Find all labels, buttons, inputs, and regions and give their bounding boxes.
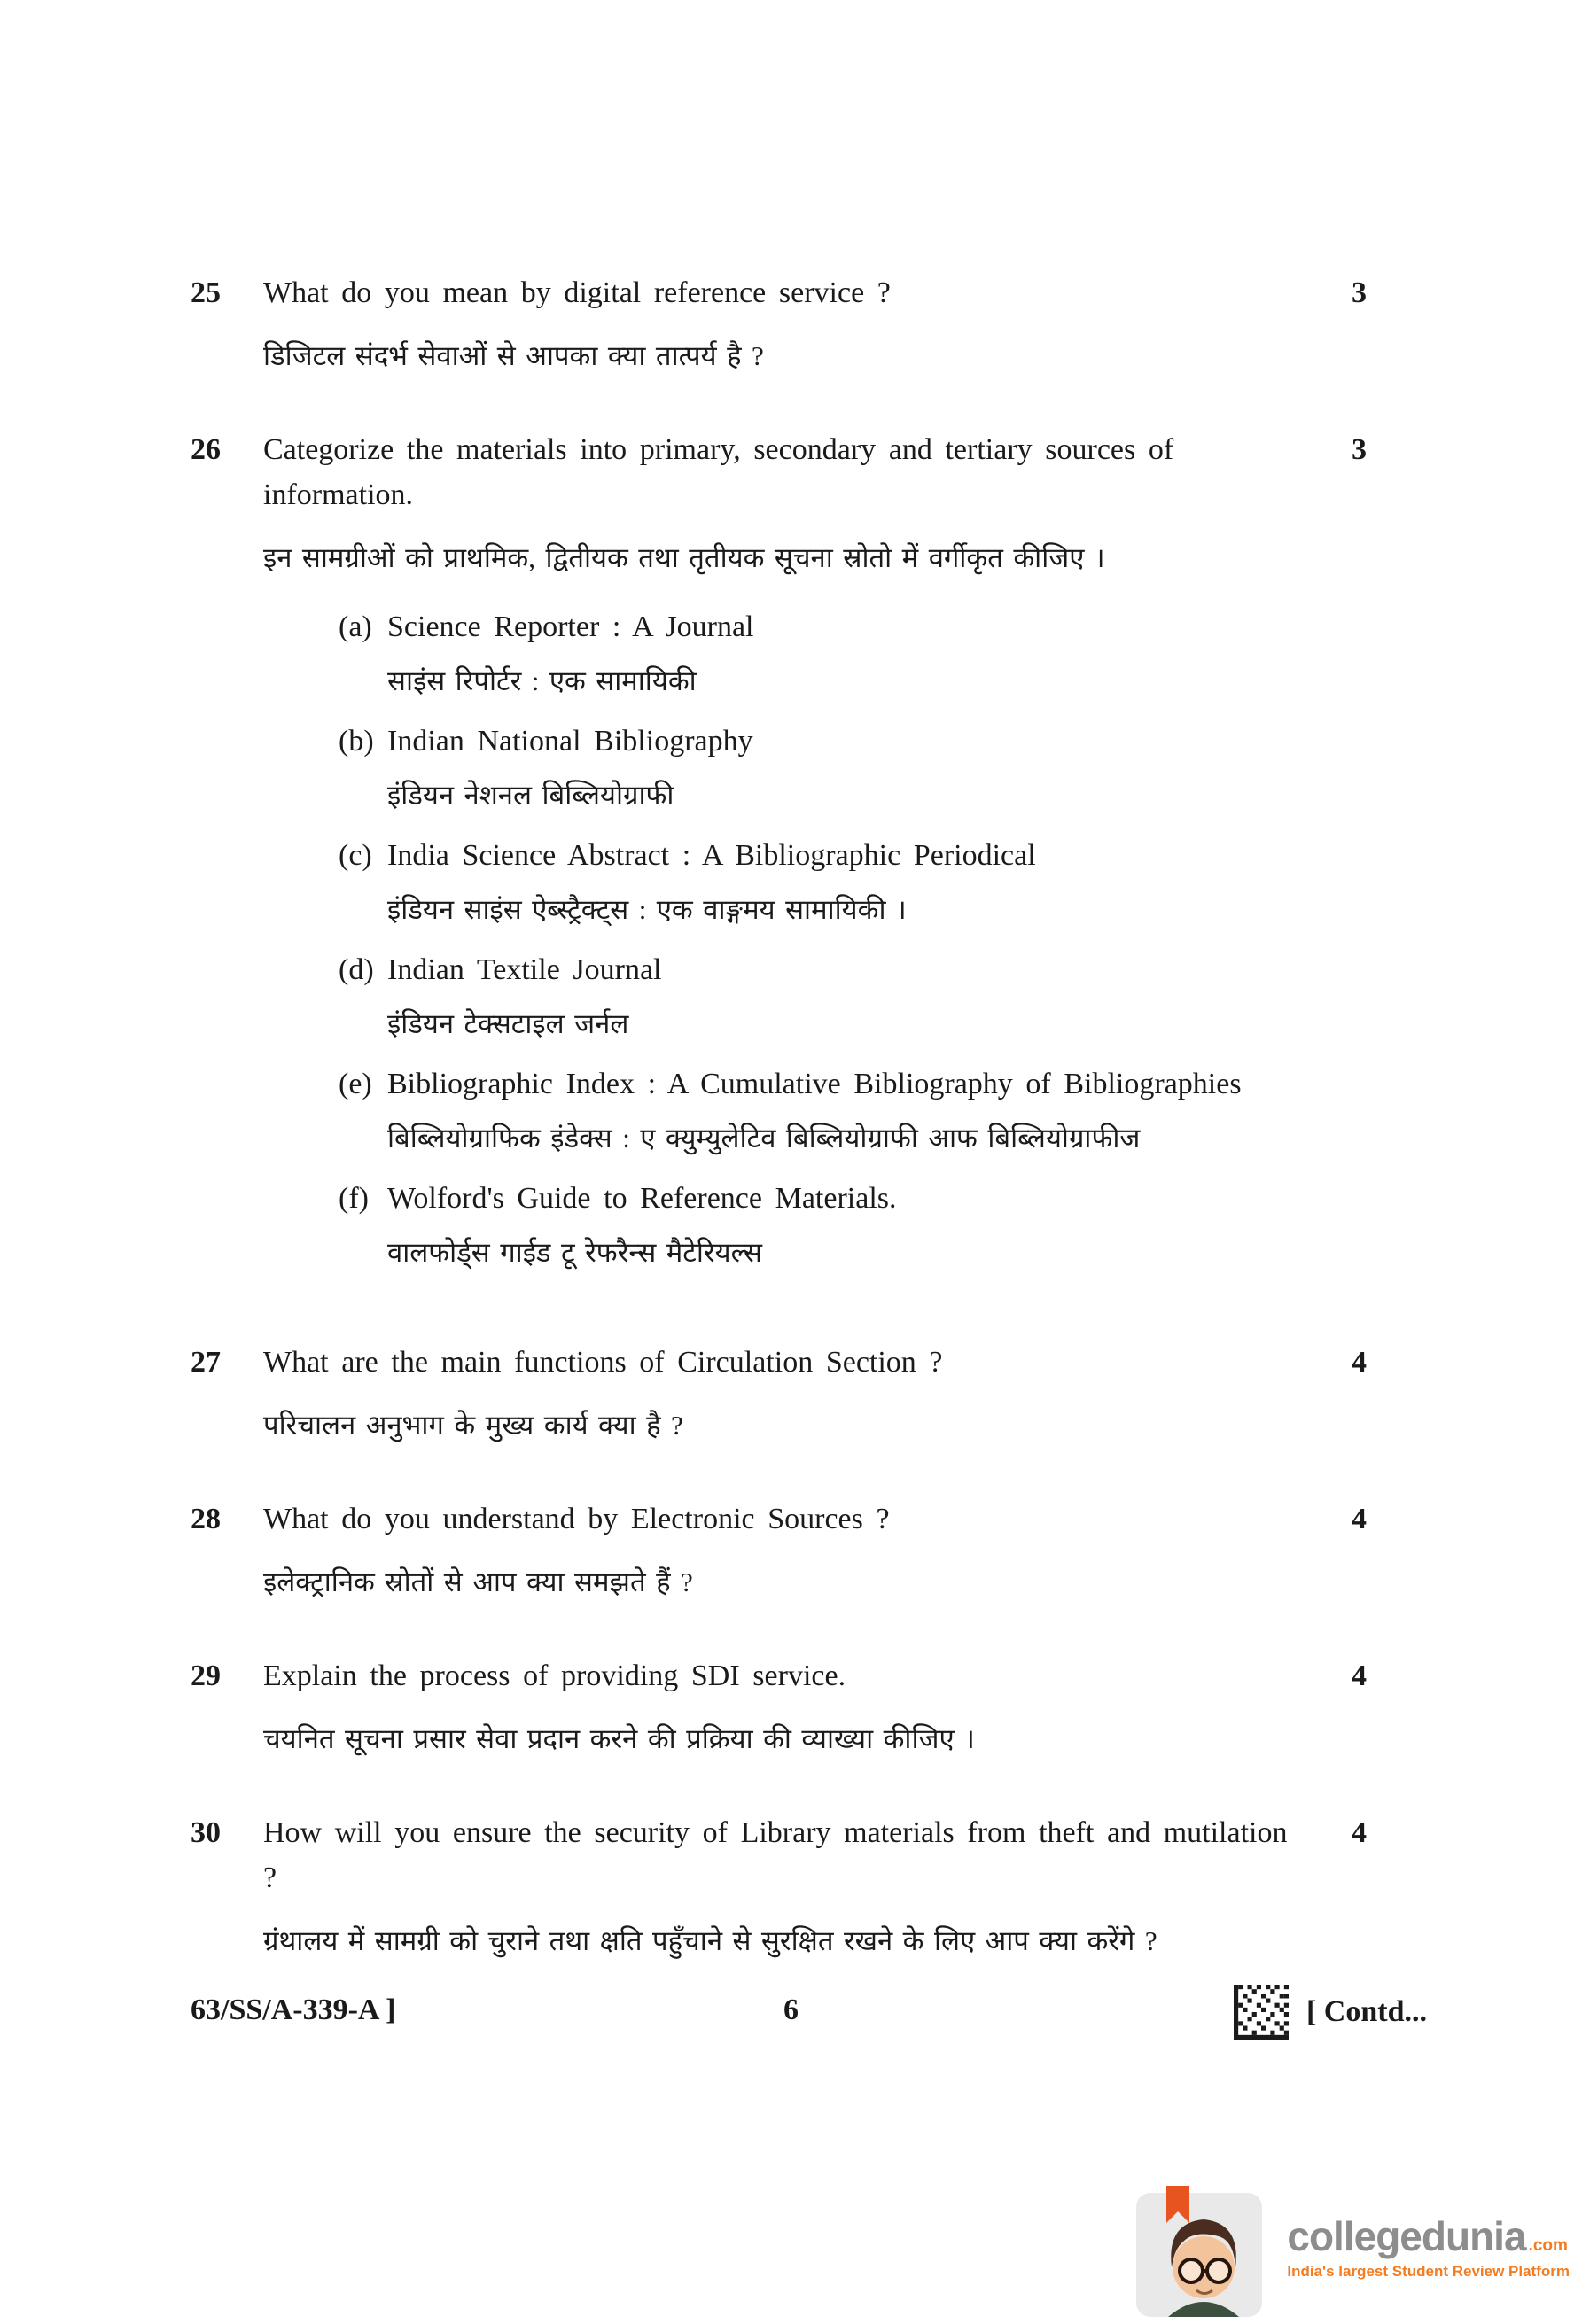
subitem-text-hindi: वालफोर्ड्स गाईड टू रेफरैन्स मैटेरियल्स: [387, 1237, 762, 1268]
question-text-english: What do you mean by digital reference service ?: [263, 276, 891, 309]
subitem-label: (a): [339, 610, 372, 643]
question-marks: 3: [1352, 276, 1367, 309]
question-number: 28: [191, 1503, 221, 1535]
question-number: 27: [191, 1346, 221, 1379]
subitem-label: (e): [339, 1068, 372, 1100]
question-text-english: What do you understand by Electronic Sources ?: [263, 1503, 890, 1535]
question-subitems: [263, 604, 1296, 1274]
brand-domain: .com: [1528, 2235, 1568, 2255]
question-text-hindi: परिचालन अनुभाग के मुख्य कार्य क्या है ?: [263, 1410, 683, 1441]
student-mascot-icon: [1134, 2186, 1267, 2319]
question-number: 29: [191, 1659, 221, 1692]
subitem-text-hindi: बिब्लियोग्राफिक इंडेक्स : ए क्युम्युलेटिव बिब्लियोग्राफी आफ बिब्लियोग्राफीज: [387, 1123, 1141, 1154]
question-text-english: Explain the process of providing SDI service.: [263, 1659, 846, 1692]
subitem-f: [263, 1176, 1296, 1274]
subitem-e: [263, 1061, 1296, 1160]
contd-label: [ Contd...: [1305, 1995, 1427, 2028]
questions-list: [191, 270, 1427, 2012]
question-27: [191, 1340, 1427, 1447]
collegedunia-watermark: [1134, 2186, 1570, 2319]
question-marks: 4: [1352, 1659, 1367, 1692]
subitem-label: (c): [339, 839, 372, 872]
subitem-c: [263, 833, 1296, 931]
subitem-text-english: Wolford's Guide to Reference Materials.: [387, 1182, 897, 1215]
subitem-text-english: Indian Textile Journal: [387, 953, 662, 986]
question-number: 26: [191, 433, 221, 466]
subitem-text-hindi: इंडियन नेशनल बिब्लियोग्राफी: [387, 780, 674, 811]
subitem-label: (d): [339, 953, 374, 986]
question-number: 25: [191, 276, 221, 309]
subitem-label: (b): [339, 725, 374, 758]
subitem-text-hindi: इंडियन टेक्सटाइल जर्नल: [387, 1008, 629, 1039]
question-text-hindi: इलेक्ट्रानिक स्रोतों से आप क्या समझते हैं ?: [263, 1566, 693, 1597]
question-text-hindi: डिजिटल संदर्भ सेवाओं से आपका क्या तात्पर्य है ?: [263, 340, 764, 371]
question-25: [191, 270, 1427, 377]
question-29: [191, 1653, 1427, 1760]
question-marks: 4: [1352, 1346, 1367, 1379]
subitem-text-hindi: इंडियन साइंस ऐब्स्ट्रैक्ट्स : एक वाङ्गमय सामायिकी ।: [387, 894, 907, 925]
subitem-d: [263, 947, 1296, 1045]
question-marks: 3: [1352, 433, 1367, 466]
page-footer: [0, 1985, 1582, 2048]
subitem-a: [263, 604, 1296, 703]
subitem-label: (f): [339, 1182, 369, 1215]
question-26: [191, 427, 1427, 1290]
question-text-english: How will you ensure the security of Library materials from theft and mutilation ?: [263, 1816, 1288, 1894]
question-text-hindi: ग्रंथालय में सामग्री को चुराने तथा क्षति पहुँचाने से सुरक्षित रखने के लिए आप क्या करेंगे ?: [263, 1925, 1157, 1956]
subitem-text-english: India Science Abstract : A Bibliographic Periodical: [387, 839, 1036, 872]
question-28: [191, 1496, 1427, 1604]
question-marks: 4: [1352, 1816, 1367, 1849]
paper-code: 63/SS/A-339-A ]: [191, 1994, 396, 2026]
subitem-text-hindi: साइंस रिपोर्टर : एक सामायिकी: [387, 665, 697, 696]
subitem-text-english: Bibliographic Index : A Cumulative Bibliography of Bibliographies: [387, 1068, 1242, 1100]
question-text-english: What are the main functions of Circulation Section ?: [263, 1346, 943, 1379]
question-marks: 4: [1352, 1503, 1367, 1535]
question-text-hindi: चयनित सूचना प्रसार सेवा प्रदान करने की प्रक्रिया की व्याख्या कीजिए ।: [263, 1723, 975, 1754]
question-text-hindi: इन सामग्रीओं को प्राथमिक, द्वितीयक तथा तृतीयक सूचना स्रोतो में वर्गीकृत कीजिए ।: [263, 542, 1105, 573]
question-text-english: Categorize the materials into primary, secondary and tertiary sources of information.: [263, 433, 1174, 511]
brand-name: collegedunia: [1287, 2212, 1526, 2259]
subitem-text-english: Indian National Bibliography: [387, 725, 753, 758]
subitem-text-english: Science Reporter : A Journal: [387, 610, 754, 643]
question-number: 30: [191, 1816, 221, 1849]
question-30: [191, 1810, 1427, 1963]
brand-tagline: India's largest Student Review Platform: [1287, 2263, 1570, 2281]
subitem-b: [263, 719, 1296, 817]
page-number: 6: [783, 1994, 799, 2026]
barcode-icon: [1234, 1985, 1289, 2040]
